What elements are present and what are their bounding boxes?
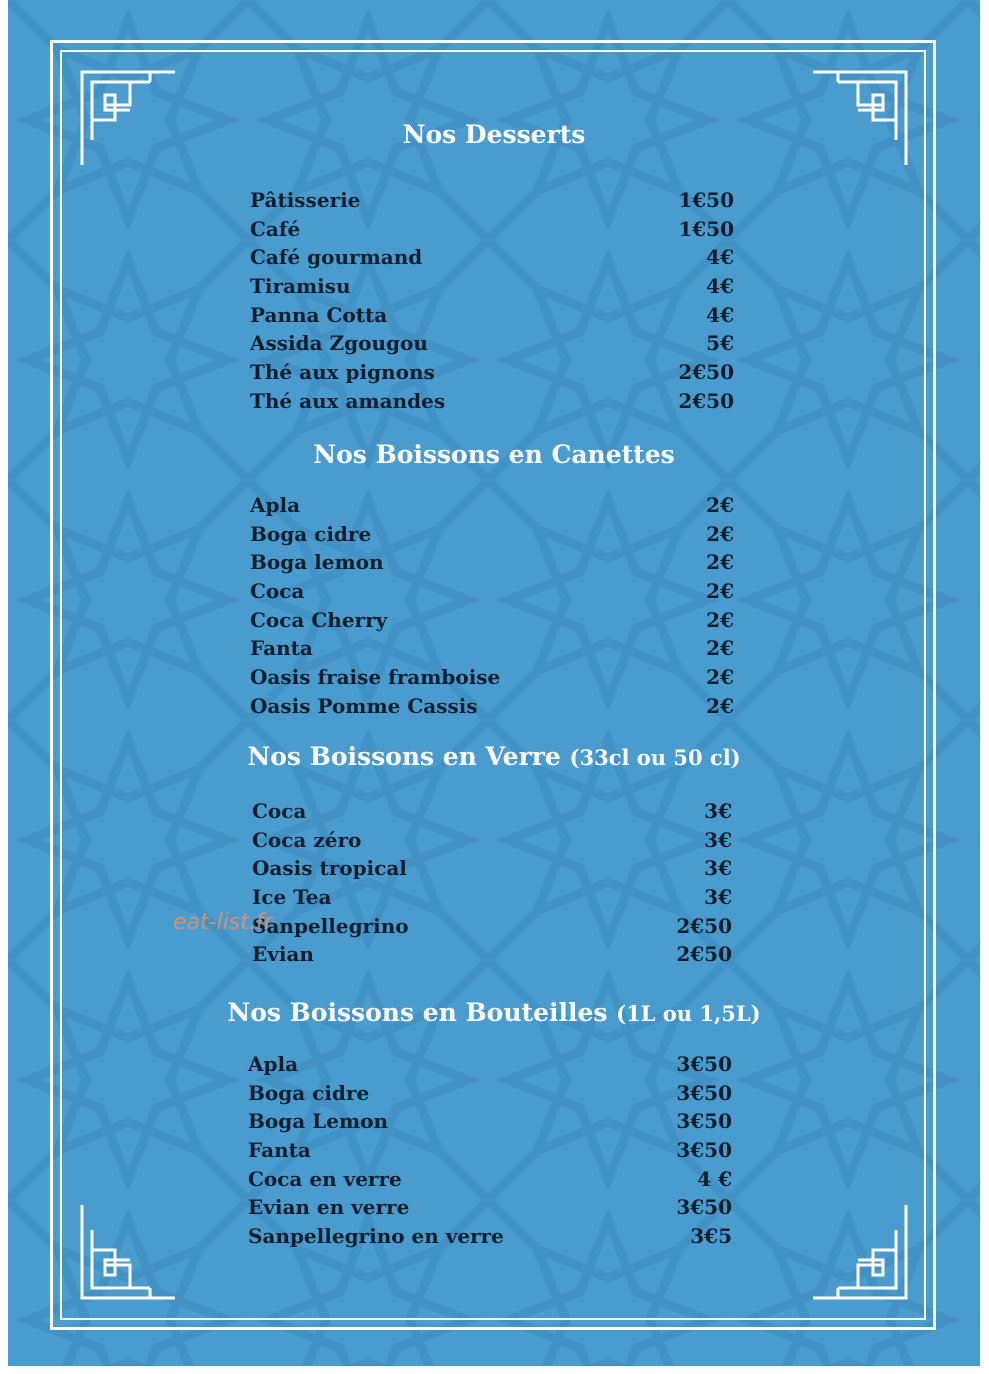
item-price: 2€: [706, 493, 734, 517]
item-name: Apla: [250, 493, 301, 517]
list-item: [250, 387, 734, 416]
item-price: 2€: [706, 636, 734, 661]
list-item: [252, 826, 732, 855]
item-price: 3€: [704, 885, 732, 910]
item-price: 2€: [706, 665, 734, 690]
item-name: Coca: [252, 799, 307, 823]
verre-list: [252, 797, 732, 969]
item-name: Boga lemon: [250, 550, 384, 575]
item-price: 3€: [704, 799, 732, 823]
item-price: 2€50: [676, 942, 732, 967]
item-name: Café gourmand: [250, 245, 423, 270]
list-item: [248, 1107, 732, 1136]
item-price: 4 €: [697, 1166, 732, 1191]
section-title-verre: [8, 742, 980, 771]
list-item: [250, 692, 734, 721]
corner-ornament-top-left: [70, 60, 180, 170]
section-title-desserts: [8, 120, 980, 149]
item-name: Panna Cotta: [250, 302, 388, 327]
item-price: 3€: [704, 827, 732, 852]
item-name: Evian: [252, 942, 314, 967]
item-price: 5€: [706, 331, 734, 356]
item-price: 4€: [706, 302, 734, 327]
list-item: [250, 606, 734, 635]
list-item: [250, 243, 734, 272]
list-item: [252, 883, 732, 912]
item-price: 3€50: [676, 1080, 732, 1105]
item-name: Thé aux amandes: [250, 388, 446, 413]
item-name: Coca: [250, 579, 305, 604]
item-name: Apla: [248, 1052, 299, 1076]
list-item: [248, 1050, 732, 1079]
item-price: 1€50: [678, 188, 734, 212]
section-subtitle: (1L ou 1,5L): [616, 1001, 761, 1026]
item-price: 3€50: [676, 1195, 732, 1220]
list-item: [248, 1165, 732, 1194]
item-name: Coca en verre: [248, 1166, 402, 1191]
list-item: [250, 215, 734, 244]
corner-ornament-top-right: [808, 60, 918, 170]
item-name: Thé aux pignons: [250, 360, 435, 385]
item-name: Coca zéro: [252, 827, 362, 852]
item-name: Fanta: [248, 1138, 311, 1163]
item-name: Boga cidre: [250, 521, 372, 546]
section-title-bouteilles: [8, 998, 980, 1027]
list-item: [248, 1079, 732, 1108]
list-item: [248, 1193, 732, 1222]
section-title-text: Nos Boissons en Canettes: [313, 440, 675, 469]
item-price: 2€: [706, 607, 734, 632]
list-item: [250, 491, 734, 520]
list-item: [250, 329, 734, 358]
item-name: Pâtisserie: [250, 188, 361, 212]
bouteilles-list: [248, 1050, 732, 1251]
list-item: [250, 663, 734, 692]
canettes-list: [250, 491, 734, 721]
item-name: Evian en verre: [248, 1195, 410, 1220]
item-price: 2€: [706, 693, 734, 718]
section-title-text: Nos Boissons en Bouteilles: [227, 998, 608, 1027]
item-price: 2€50: [678, 388, 734, 413]
item-name: Oasis Pomme Cassis: [250, 693, 478, 718]
item-price: 4€: [706, 245, 734, 270]
list-item: [248, 1222, 732, 1251]
item-name: Boga Lemon: [248, 1109, 388, 1134]
list-item: [248, 1136, 732, 1165]
item-name: Sanpellegrino: [252, 913, 409, 938]
item-name: Tiramisu: [250, 274, 351, 299]
item-price: 4€: [706, 274, 734, 299]
menu-page: [8, 0, 980, 1366]
item-price: 2€: [706, 579, 734, 604]
item-price: 3€50: [676, 1052, 732, 1076]
item-name: Coca Cherry: [250, 607, 388, 632]
list-item: [250, 358, 734, 387]
corner-ornament-bottom-left: [70, 1200, 180, 1310]
list-item: [250, 548, 734, 577]
list-item: [250, 520, 734, 549]
list-item: [250, 301, 734, 330]
list-item: [250, 186, 734, 215]
list-item: [252, 940, 732, 969]
item-name: Café: [250, 216, 301, 241]
item-price: 3€5: [690, 1224, 732, 1249]
list-item: [250, 272, 734, 301]
item-name: Assida Zgougou: [250, 331, 428, 356]
list-item: [252, 912, 732, 941]
item-name: Ice Tea: [252, 885, 332, 910]
item-price: 2€: [706, 550, 734, 575]
item-price: 2€: [706, 521, 734, 546]
list-item: [252, 854, 732, 883]
item-price: 1€50: [678, 216, 734, 241]
item-name: Fanta: [250, 636, 313, 661]
list-item: [250, 577, 734, 606]
section-title-text: Nos Boissons en Verre: [247, 742, 561, 771]
item-price: 2€50: [678, 360, 734, 385]
item-name: Oasis tropical: [252, 856, 407, 881]
item-price: 3€: [704, 856, 732, 881]
item-price: 3€50: [676, 1109, 732, 1134]
section-subtitle: (33cl ou 50 cl): [569, 745, 741, 770]
item-price: 2€50: [676, 913, 732, 938]
list-item: [250, 634, 734, 663]
item-name: Boga cidre: [248, 1080, 370, 1105]
section-title-canettes: [8, 440, 980, 469]
section-title-text: Nos Desserts: [402, 120, 586, 149]
list-item: [252, 797, 732, 826]
desserts-list: [250, 186, 734, 416]
watermark: eat-list.fr: [173, 910, 273, 935]
item-name: Oasis fraise framboise: [250, 665, 501, 690]
corner-ornament-bottom-right: [808, 1200, 918, 1310]
item-price: 3€50: [676, 1138, 732, 1163]
item-name: Sanpellegrino en verre: [248, 1224, 504, 1249]
